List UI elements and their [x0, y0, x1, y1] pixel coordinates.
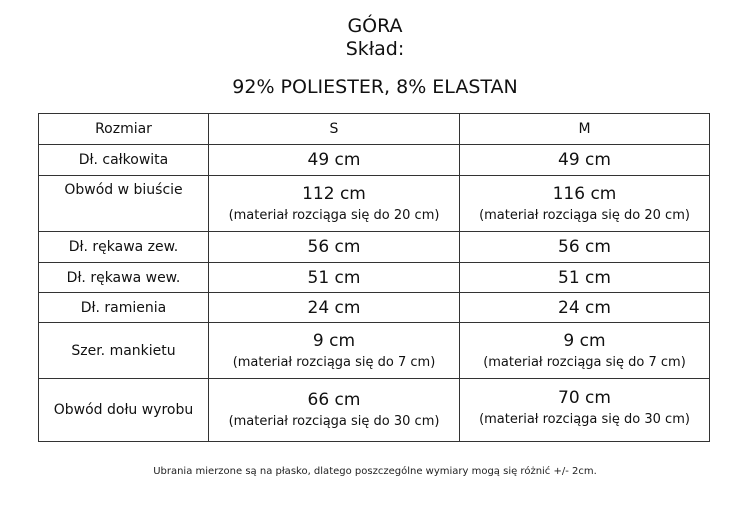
fabric-composition: 92% POLIESTER, 8% ELASTAN	[232, 76, 518, 98]
size-s-value: 9 cm (materiał rozciąga się do 7 cm)	[209, 323, 460, 379]
size-m-value: 24 cm	[460, 293, 710, 323]
row-label: Obwód w biuście	[39, 176, 209, 232]
size-s-value: 56 cm	[209, 232, 460, 263]
size-s-value: 24 cm	[209, 293, 460, 323]
header-size-label: Rozmiar	[39, 114, 209, 145]
stretch-note: (materiał rozciąga się do 7 cm)	[483, 354, 686, 370]
table-row	[39, 145, 710, 176]
size-s-value: 49 cm	[209, 145, 460, 176]
row-label: Dł. całkowita	[39, 145, 209, 176]
stretch-note: (materiał rozciąga się do 20 cm)	[228, 207, 440, 223]
size-s-value: 51 cm	[209, 263, 460, 293]
row-label: Dł. rękawa wew.	[39, 263, 209, 293]
table-row	[39, 232, 710, 263]
stretch-note: (materiał rozciąga się do 20 cm)	[479, 207, 690, 223]
stretch-note: (materiał rozciąga się do 30 cm)	[479, 412, 690, 427]
table-row	[39, 379, 710, 442]
size-m-value: 51 cm	[460, 263, 710, 293]
row-label: Szer. mankietu	[39, 323, 209, 379]
size-m-value: 70 cm (materiał rozciąga się do 30 cm)	[460, 379, 710, 442]
table-row	[39, 176, 710, 232]
stretch-note: (materiał rozciąga się do 30 cm)	[228, 414, 440, 429]
table-row	[39, 293, 710, 323]
header-size-s: S	[209, 114, 460, 145]
size-m-value: 56 cm	[460, 232, 710, 263]
size-m-value: 116 cm (materiał rozciąga się do 20 cm)	[460, 176, 710, 232]
composition-heading: Skład:	[345, 38, 405, 60]
row-label: Dł. ramienia	[39, 293, 209, 323]
size-s-value: 112 cm (materiał rozciąga się do 20 cm)	[209, 176, 460, 232]
table-header-row	[39, 114, 710, 145]
measurement-footnote: Ubrania mierzone są na płasko, dlatego poszczególne wymiary mogą się różnić +/- 2cm.	[153, 466, 597, 477]
stretch-note: (materiał rozciąga się do 7 cm)	[232, 354, 436, 370]
table-row	[39, 323, 710, 379]
header-size-m: M	[460, 114, 710, 145]
size-m-value: 49 cm	[460, 145, 710, 176]
row-label: Obwód dołu wyrobu	[39, 379, 209, 442]
size-m-value: 9 cm (materiał rozciąga się do 7 cm)	[460, 323, 710, 379]
row-label: Dł. rękawa zew.	[39, 232, 209, 263]
size-table	[38, 113, 710, 442]
table-row	[39, 263, 710, 293]
size-s-value: 66 cm (materiał rozciąga się do 30 cm)	[209, 379, 460, 442]
garment-title: GÓRA	[347, 15, 403, 37]
